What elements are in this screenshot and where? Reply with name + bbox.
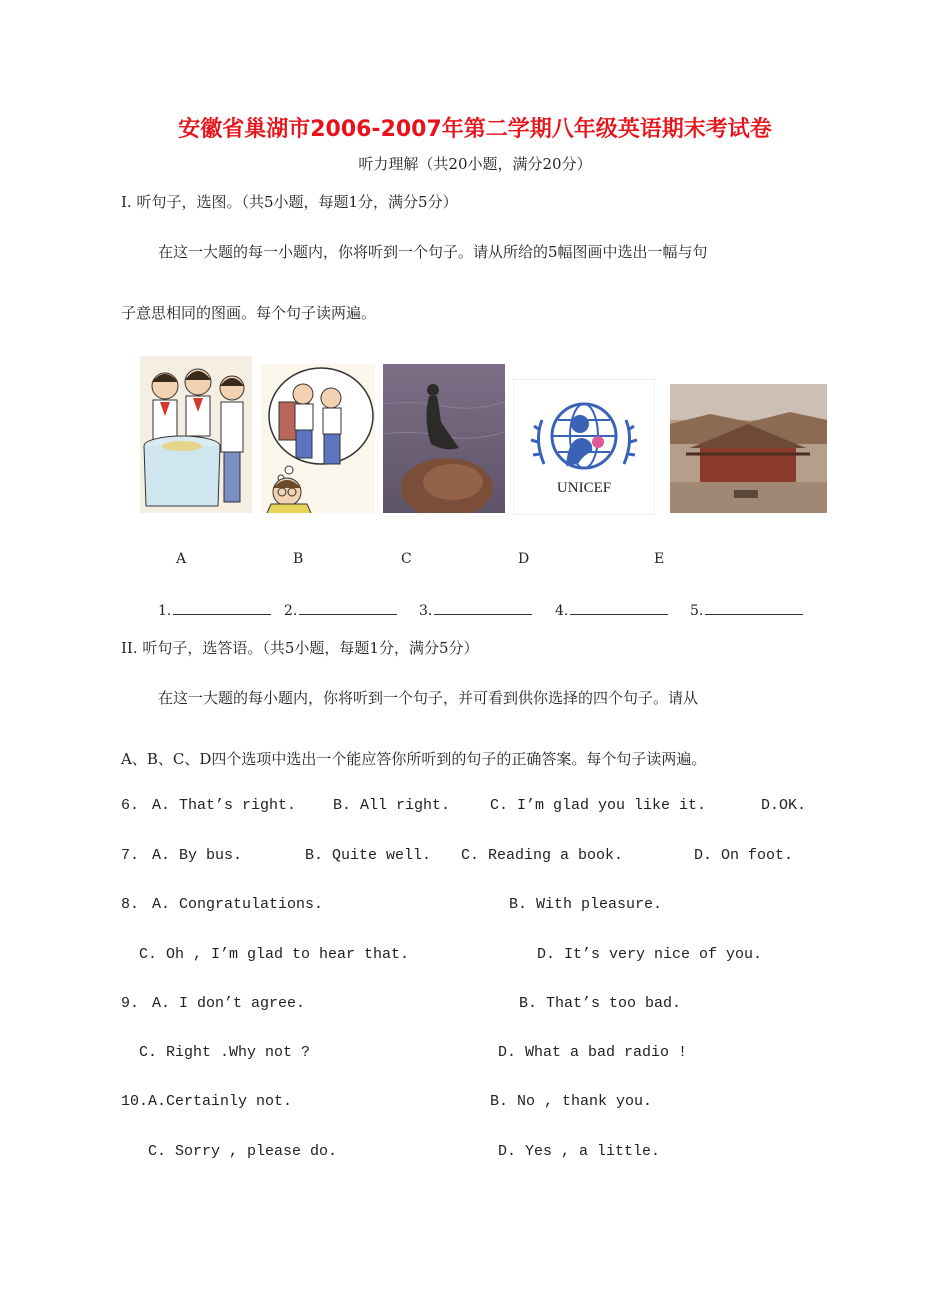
blank-label-2: 2. xyxy=(284,603,298,619)
palace-photo-icon xyxy=(670,384,827,513)
blank-label-5: 5. xyxy=(690,603,704,619)
q6-option-d: D.OK. xyxy=(761,797,807,814)
q6-number: 6. xyxy=(121,797,140,814)
q7-number: 7. xyxy=(121,847,140,864)
option-letter-a: A xyxy=(176,551,187,567)
page-title: 安徽省巢湖市2006-2007年第二学期八年级英语期末考试卷 xyxy=(178,117,772,142)
unicef-label: UNICEF xyxy=(556,480,612,496)
q6-option-c: C. I’m glad you like it. xyxy=(490,797,707,814)
mermaid-statue-icon xyxy=(383,364,505,513)
option-letter-e: E xyxy=(654,551,665,567)
answer-blank-1[interactable] xyxy=(158,600,271,619)
q9-option-c: C. Right .Why not ? xyxy=(139,1044,311,1061)
q7-option-b: B. Quite well. xyxy=(305,847,432,864)
answer-blank-4[interactable] xyxy=(555,600,668,619)
blank-label-1: 1. xyxy=(158,603,172,619)
blank-label-3: 3. xyxy=(419,603,433,619)
students-cartoon-icon xyxy=(140,356,252,513)
q9-option-b: B. That’s too bad. xyxy=(519,995,682,1012)
option-letter-c: C xyxy=(401,551,412,567)
blank-line-3 xyxy=(434,600,532,615)
q7-option-d: D. On foot. xyxy=(694,847,794,864)
blank-label-4: 4. xyxy=(555,603,569,619)
answer-blank-5[interactable] xyxy=(690,600,803,619)
unicef-logo-icon xyxy=(513,379,655,515)
q10-option-a: A.Certainly not. xyxy=(148,1093,293,1110)
blank-line-4 xyxy=(570,600,668,615)
blank-line-1 xyxy=(173,600,271,615)
q6-option-a: A. That’s right. xyxy=(152,797,297,814)
q7-option-c: C. Reading a book. xyxy=(461,847,624,864)
answer-blank-2[interactable] xyxy=(284,600,397,619)
q9-option-a: A. I don’t agree. xyxy=(152,995,306,1012)
q10-option-d: D. Yes , a little. xyxy=(498,1143,661,1160)
q10-option-b: B. No , thank you. xyxy=(490,1093,653,1110)
section-subtitle: 听力理解（共20小题，满分20分） xyxy=(358,155,592,173)
q10-option-c: C. Sorry , please do. xyxy=(148,1143,338,1160)
q9-option-d: D. What a bad radio ! xyxy=(498,1044,688,1061)
part1-instruction-1: 在这一大题的每一小题内，你将听到一个句子。请从所给的5幅图画中选出一幅与句 xyxy=(158,243,708,261)
blank-line-2 xyxy=(299,600,397,615)
q10-number: 10. xyxy=(121,1093,149,1110)
part2-heading: II. 听句子，选答语。（共5小题，每题1分，满分5分） xyxy=(121,639,479,657)
part2-instruction-1: 在这一大题的每小题内，你将听到一个句子，并可看到供你选择的四个句子。请从 xyxy=(158,689,699,707)
q8-option-c: C. Oh , I’m glad to hear that. xyxy=(139,946,410,963)
answer-blank-3[interactable] xyxy=(419,600,532,619)
q8-option-d: D. It’s very nice of you. xyxy=(537,946,763,963)
part1-heading: I. 听句子，选图。（共5小题，每题1分，满分5分） xyxy=(121,193,458,211)
option-letter-d: D xyxy=(518,551,530,567)
q9-number: 9. xyxy=(121,995,140,1012)
part1-instruction-2: 子意思相同的图画。每个句子读两遍。 xyxy=(121,304,377,322)
q8-option-b: B. With pleasure. xyxy=(509,896,663,913)
q8-option-a: A. Congratulations. xyxy=(152,896,324,913)
q8-number: 8. xyxy=(121,896,140,913)
blank-line-5 xyxy=(705,600,803,615)
thinking-cartoon-icon xyxy=(261,364,375,513)
option-letter-b: B xyxy=(293,551,304,567)
part2-instruction-2: A、B、C、D四个选项中选出一个能应答你所听到的句子的正确答案。每个句子读两遍。 xyxy=(121,750,707,768)
q7-option-a: A. By bus. xyxy=(152,847,243,864)
q6-option-b: B. All right. xyxy=(333,797,451,814)
